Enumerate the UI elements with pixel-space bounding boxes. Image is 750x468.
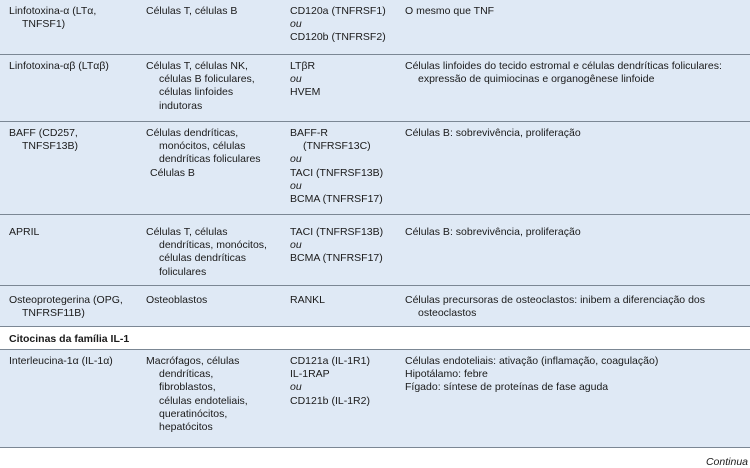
table-row [0, 286, 750, 326]
cell-line: Osteoblastos [146, 294, 208, 306]
cell-line: Células B: sobrevivência, proliferação [405, 127, 581, 139]
cytokine-cell [9, 60, 109, 73]
cell-line: Células linfoides do tecido estromal e células dendríticas foliculares: [405, 60, 722, 72]
cell-line: RANKL [290, 294, 326, 306]
cell-line: Macrófagos, células [146, 355, 240, 367]
section-header-row [0, 327, 750, 349]
receptor-cell [290, 355, 370, 408]
cell-line: expressão de quimiocinas e organogênese linfoide [418, 73, 655, 86]
cell-line: Fígado: síntese de proteínas de fase aguda [405, 381, 609, 394]
cell-line: HVEM [290, 86, 321, 99]
table-row [0, 0, 750, 54]
target-cell [405, 226, 581, 239]
cell-line: (TNFRSF13C) [303, 140, 371, 153]
cell-line: indutoras [159, 99, 203, 112]
cell-line: ou [290, 153, 302, 166]
cell-line: Osteoprotegerina (OPG, [9, 294, 123, 306]
cell-line: TACI (TNFRSF13B) [290, 226, 384, 238]
source-cell [146, 294, 207, 307]
cell-line: ou [290, 179, 302, 192]
cell-line: CD121a (IL-1R1) [290, 355, 370, 367]
target-cell [405, 60, 722, 86]
cytokine-cell [9, 5, 96, 31]
continued-label: Continua [705, 456, 748, 468]
cell-line: BAFF-R [290, 127, 328, 139]
cytokine-cell [9, 226, 39, 239]
cell-line: Células B [150, 166, 195, 179]
cell-line: CD120b (TNFRSF2) [290, 31, 386, 44]
cell-line: Células T, células NK, [146, 60, 248, 72]
receptor-cell [290, 226, 383, 266]
cell-line: TACI (TNFRSF13B) [290, 166, 384, 179]
cell-line: células linfoides [159, 86, 234, 99]
row-divider [0, 447, 750, 448]
source-cell [146, 226, 267, 279]
cell-line: O mesmo que TNF [405, 5, 495, 17]
section-title: Citocinas da família IL-1 [9, 333, 130, 345]
target-cell [405, 5, 494, 18]
cell-line: ou [290, 18, 302, 31]
target-cell [405, 127, 581, 140]
table-row [0, 122, 750, 214]
receptor-cell [290, 294, 325, 307]
cell-line: ou [290, 381, 302, 394]
table-row [0, 55, 750, 121]
cytokine-cell [9, 294, 123, 320]
table-row [0, 215, 750, 285]
table-row [0, 350, 750, 447]
target-cell [405, 355, 658, 395]
cell-line: Células B: sobrevivência, proliferação [405, 226, 581, 238]
cell-line: TNFRSF11B) [22, 307, 85, 320]
cell-line: fibroblastos, [159, 381, 216, 394]
cell-line: queratinócitos, [159, 407, 228, 420]
receptor-cell [290, 5, 386, 45]
cell-line: CD120a (TNFRSF1) [290, 5, 386, 17]
cell-line: TNFSF1) [22, 18, 66, 31]
cell-line: BCMA (TNFRSF17) [290, 193, 383, 206]
cell-line: monócitos, células [159, 140, 246, 153]
cell-line: Células precursoras de osteoclastos: inibem a diferenciação dos [405, 294, 705, 306]
cell-line: CD121b (IL-1R2) [290, 394, 370, 407]
cell-line: foliculares [159, 265, 207, 278]
cell-line: dendríticas, monócitos, [159, 239, 267, 252]
source-cell [146, 5, 237, 18]
cell-line: TNFSF13B) [22, 140, 79, 153]
receptor-cell [290, 60, 320, 100]
cell-line: ou [290, 239, 302, 252]
cell-line: dendríticas foliculares [159, 153, 261, 166]
cell-line: Interleucina-1α (IL-1α) [9, 355, 113, 367]
cell-line: osteoclastos [418, 307, 477, 320]
cell-line: BAFF (CD257, [9, 127, 78, 139]
cell-line: APRIL [9, 226, 40, 238]
cell-line: dendríticas, [159, 368, 214, 381]
cell-line: Linfotoxina-α (LTα, [9, 5, 97, 17]
cell-line: células B foliculares, [159, 73, 255, 86]
cell-line: BCMA (TNFRSF17) [290, 252, 383, 265]
cytokine-cell [9, 127, 78, 153]
cell-line: Células T, células [146, 226, 228, 238]
cell-line: Células dendríticas, [146, 127, 239, 139]
cell-line: células dendríticas [159, 252, 246, 265]
cell-line: ou [290, 73, 302, 86]
source-cell [146, 127, 261, 180]
cell-line: células endoteliais, [159, 394, 248, 407]
cell-line: Células T, células B [146, 5, 238, 17]
cell-line: Células endoteliais: ativação (inflamação, coagulação) [405, 355, 659, 367]
target-cell [405, 294, 705, 320]
cell-line: IL-1RAP [290, 368, 330, 381]
cell-line: Linfotoxina-αβ (LTαβ) [9, 60, 109, 72]
cell-line: hepatócitos [159, 421, 213, 434]
cell-line: LTβR [290, 60, 316, 72]
source-cell [146, 60, 255, 113]
source-cell [146, 355, 248, 434]
receptor-cell [290, 127, 383, 206]
cell-line: Hipotálamo: febre [405, 368, 488, 381]
cytokine-cell [9, 355, 113, 368]
